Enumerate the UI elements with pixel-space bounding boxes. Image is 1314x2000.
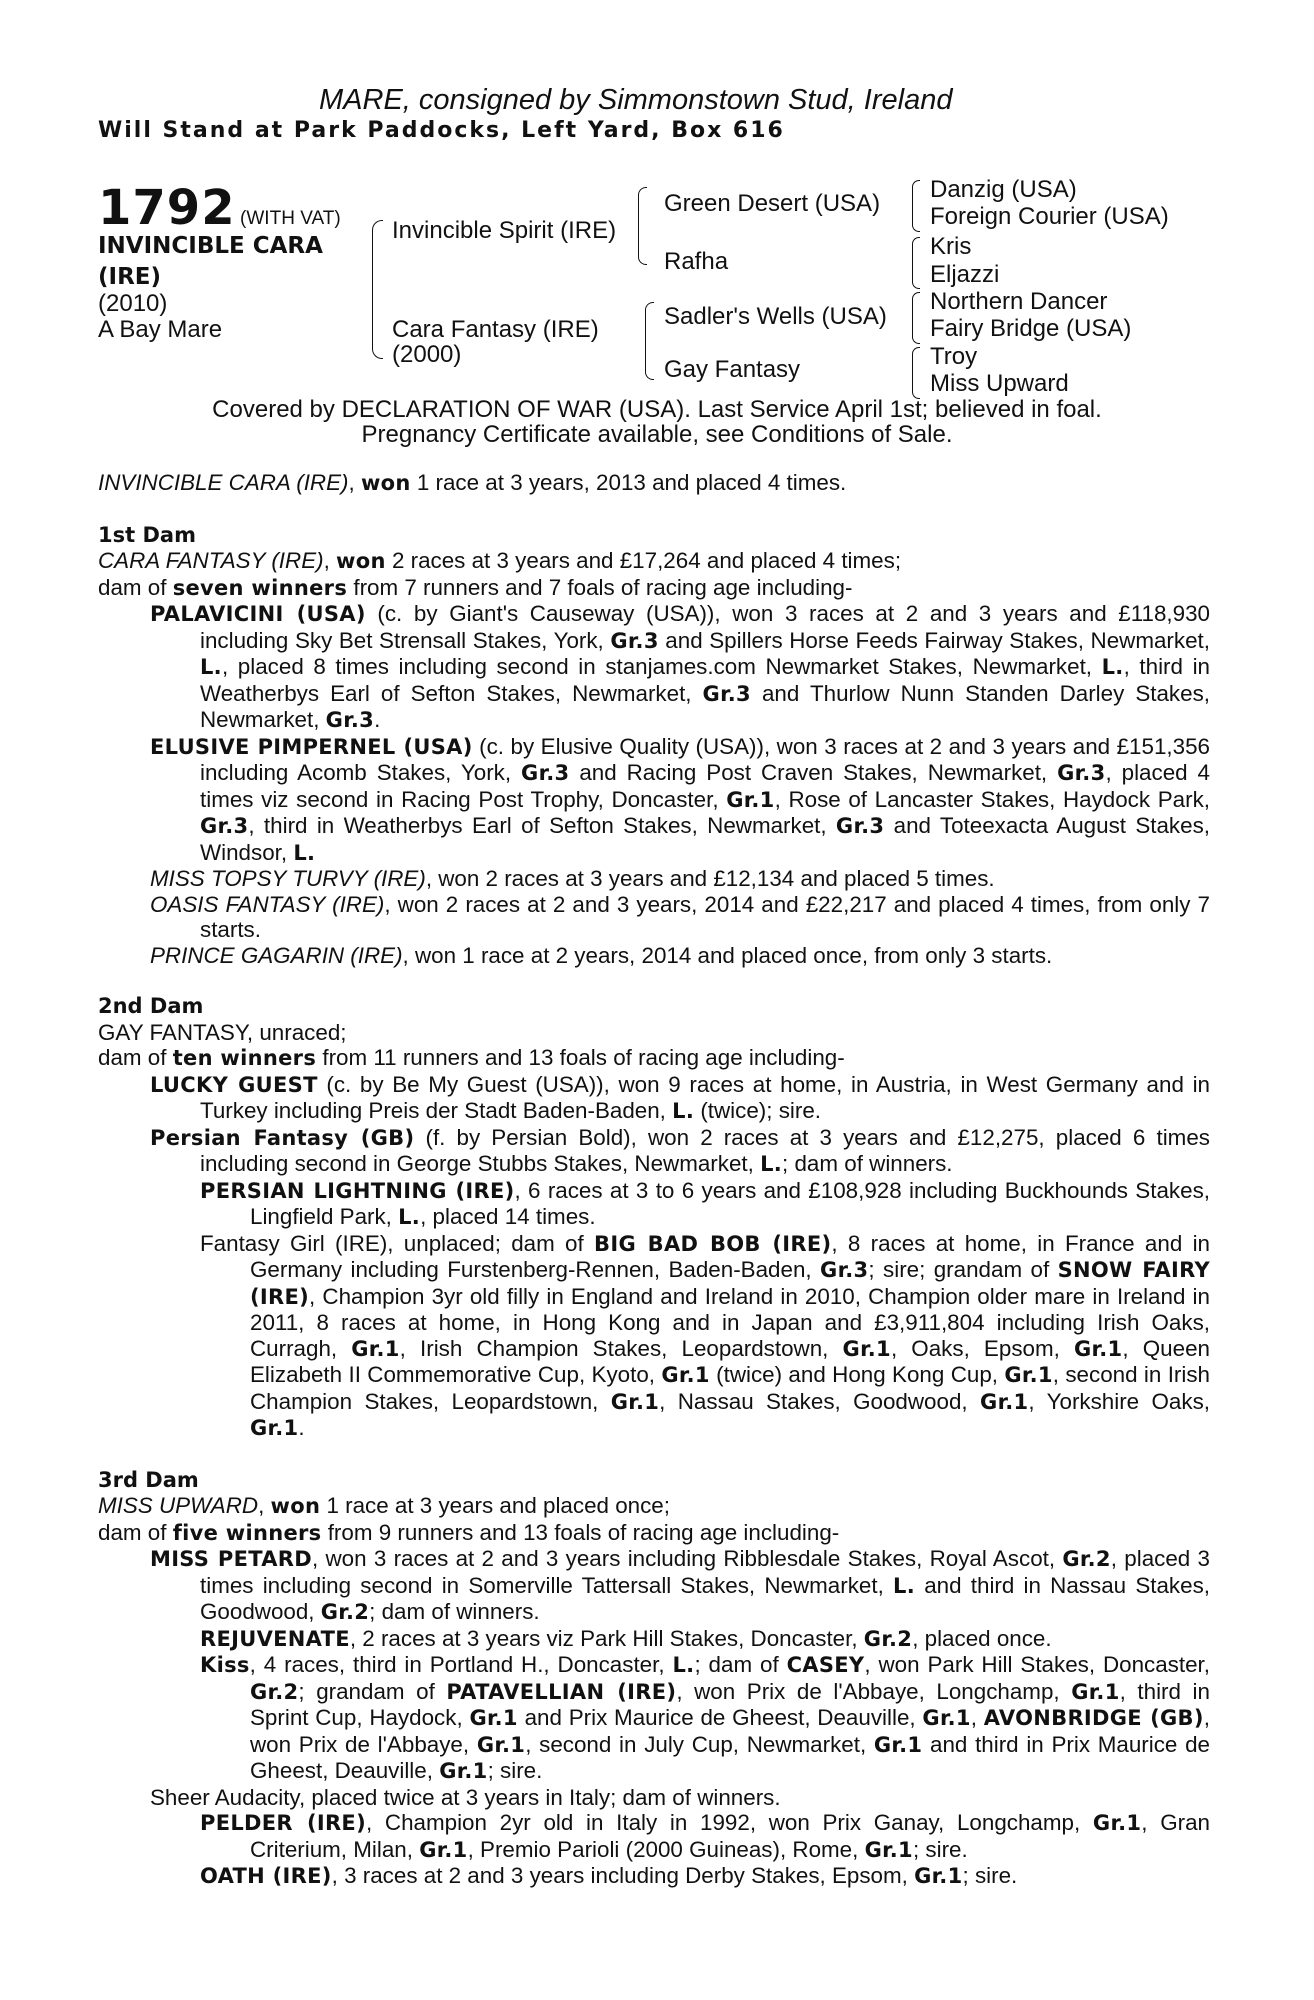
catalogue-body <box>98 470 1210 1890</box>
vat-note: (WITH VAT) <box>240 208 341 229</box>
dam1-heading: 1st Dam <box>98 522 196 547</box>
dam3-heading: 3rd Dam <box>98 1467 199 1492</box>
progeny-entry: ELUSIVE PIMPERNEL (USA) (c. by Elusive Quality (USA)), won 3 races at 2 and 3 years and £151,356 including Acomb Stakes, York, Gr.3 and Racing Post Craven Stakes, Newmarket, Gr.3, placed 4 times viz second in Racing Post Trophy, Doncaster, Gr.1, Rose of Lancaster Stakes, Haydock Park, Gr.3, third in Weatherbys Earl of Sefton Stakes, Newmarket, Gr.3 and Toteexacta August Stakes, Windsor, L. <box>150 733 1210 865</box>
progeny-entry: LUCKY GUEST (c. by Be My Guest (USA)), won 9 races at home, in Austria, in West Germany and in Turkey including Preis der Stadt Baden-Baden, L. (twice); sire. <box>150 1071 1210 1123</box>
pedigree-sds: Kris <box>930 233 972 260</box>
pedigree-dam: Cara Fantasy (IRE) <box>392 316 599 343</box>
progeny-entry: MISS TOPSY TURVY (IRE), won 2 races at 3 years and £12,134 and placed 5 times. <box>150 866 995 891</box>
stand-location: Will Stand at Park Paddocks, Left Yard, Box 616 <box>98 118 785 143</box>
pedigree-dam-year: (2000) <box>392 341 462 368</box>
progeny-entry: Sheer Audacity, placed twice at 3 years in Italy; dam of winners. <box>150 1784 781 1810</box>
summary-line: INVINCIBLE CARA (IRE), won 1 race at 3 years, 2013 and placed 4 times. <box>98 470 847 495</box>
pedigree-dsd: Fairy Bridge (USA) <box>930 315 1132 342</box>
pedigree-ssd: Foreign Courier (USA) <box>930 203 1169 230</box>
horse-description: A Bay Mare <box>98 316 223 343</box>
progeny-entry: Persian Fantasy (GB) (f. by Persian Bold), won 2 races at 3 years and £12,275, placed 6 times including second in George Stubbs Stakes, Newmarket, L.; dam of winners. <box>150 1124 1210 1176</box>
horse-name-country: (IRE) <box>98 264 162 290</box>
dam1-intro: CARA FANTASY (IRE), won 2 races at 3 years and £17,264 and placed 4 times; <box>98 548 902 573</box>
grandprogeny-entry: Kiss, 4 races, third in Portland H., Doncaster, L.; dam of CASEY, won Park Hill Stakes, Doncaster, Gr.2; grandam of PATAVELLIAN (IRE), won Prix de l'Abbaye, Longchamp, Gr.1, third in Sprint Cup, Haydock, Gr.1 and Prix Maurice de Gheest, Deauville, Gr.1, AVONBRIDGE (GB), won Prix de l'Abbaye, Gr.1, second in July Cup, Newmarket, Gr.1 and third in Prix Maurice de Gheest, Deauville, Gr.1; sire. <box>200 1652 1210 1783</box>
pedigree-sdd: Eljazzi <box>930 261 1000 288</box>
grandprogeny-entry: PERSIAN LIGHTNING (IRE), 6 races at 3 to 6 years and £108,928 including Buckhounds Stakes, Lingfield Park, L., placed 14 times. <box>200 1177 1210 1229</box>
pedigree-sss: Danzig (USA) <box>930 176 1077 203</box>
pedigree-brace-ss <box>912 180 920 232</box>
progeny-entry: MISS PETARD, won 3 races at 2 and 3 years including Ribblesdale Stakes, Royal Ascot, Gr.2, placed 3 times including second in Somerville Tattersall Stakes, Newmarket, L. and third in Nassau Stakes, Goodwood, Gr.2; dam of winners. <box>150 1546 1210 1624</box>
pedigree-dds: Troy <box>930 343 978 370</box>
progeny-entry: PALAVICINI (USA) (c. by Giant's Causeway (USA)), won 3 races at 2 and 3 years and £118,930 including Sky Bet Strensall Stakes, York, Gr.3 and Spillers Horse Feeds Fairway Stakes, Newmarket, L., placed 8 times including second in stanjames.com Newmarket Stakes, Newmarket, L., third in Weatherbys Earl of Sefton Stakes, Newmarket, Gr.3 and Thurlow Nunn Standen Darley Stakes, Newmarket, Gr.3. <box>150 601 1211 732</box>
pedigree-sire: Invincible Spirit (IRE) <box>392 217 617 244</box>
lot-block <box>98 180 341 236</box>
pregnancy-line: Pregnancy Certificate available, see Conditions of Sale. <box>361 421 953 448</box>
pedigree-ddd: Miss Upward <box>930 370 1069 397</box>
pedigree-dss: Northern Dancer <box>930 288 1108 315</box>
pedigree-dam-dam: Gay Fantasy <box>664 356 801 383</box>
pedigree-sire-dam: Rafha <box>664 248 729 275</box>
pedigree-sire-sire: Green Desert (USA) <box>664 190 881 217</box>
grandprogeny-entry: REJUVENATE, 2 races at 3 years viz Park Hill Stakes, Doncaster, Gr.2, placed once. <box>200 1625 1052 1651</box>
progeny-entry: OASIS FANTASY (IRE), won 2 races at 2 and 3 years, 2014 and £22,217 and placed 4 times, from only 7 starts. <box>150 891 1210 942</box>
pedigree-dam-sire: Sadler's Wells (USA) <box>664 303 887 330</box>
dam1-damof: dam of seven winners from 7 runners and 7 foals of racing age including- <box>98 574 853 600</box>
dam3-damof: dam of five winners from 9 runners and 13 foals of racing age including- <box>98 1519 840 1545</box>
pedigree-brace-sd <box>912 237 920 289</box>
foaling-year: (2010) <box>98 290 168 317</box>
pedigree-brace-main <box>372 220 383 359</box>
dam2-intro: GAY FANTASY, unraced; <box>98 1019 347 1045</box>
progeny-entry: PRINCE GAGARIN (IRE), won 1 race at 2 years, 2014 and placed once, from only 3 starts. <box>150 942 1053 968</box>
dam2-heading: 2nd Dam <box>98 994 204 1018</box>
horse-name: INVINCIBLE CARA <box>98 233 323 259</box>
grandprogeny-entry: OATH (IRE), 3 races at 2 and 3 years including Derby Stakes, Epsom, Gr.1; sire. <box>200 1863 1018 1888</box>
pedigree-brace-sire <box>638 187 647 265</box>
lot-number: 1792 <box>98 180 236 236</box>
covered-line: Covered by DECLARATION OF WAR (USA). Last Service April 1st; believed in foal. <box>212 396 1102 423</box>
pedigree-brace-ds <box>912 292 920 344</box>
grandprogeny-entry: Fantasy Girl (IRE), unplaced; dam of BIG BAD BOB (IRE), 8 races at home, in France and in Germany including Furstenberg-Rennen, Baden-Baden, Gr.3; sire; grandam of SNOW FAIRY (IRE), Champion 3yr old filly in England and Ireland in 2010, Champion older mare in Ireland in 2011, 8 races at home, in Hong Kong and in Japan and £3,911,804 including Irish Oaks, Curragh, Gr.1, Irish Champion Stakes, Leopardstown, Gr.1, Oaks, Epsom, Gr.1, Queen Elizabeth II Commemorative Cup, Kyoto, Gr.1 (twice) and Hong Kong Cup, Gr.1, second in Irish Champion Stakes, Leopardstown, Gr.1, Nassau Stakes, Goodwood, Gr.1, Yorkshire Oaks, Gr.1. <box>200 1230 1211 1440</box>
pedigree-brace-dam <box>645 302 654 380</box>
pedigree-brace-dd <box>912 347 920 399</box>
grandprogeny-entry: PELDER (IRE), Champion 2yr old in Italy in 1992, won Prix Ganay, Longchamp, Gr.1, Gran Criterium, Milan, Gr.1, Premio Parioli (2000 Guineas), Rome, Gr.1; sire. <box>200 1810 1210 1862</box>
dam2-damof: dam of ten winners from 11 runners and 13 foals of racing age including- <box>98 1045 845 1070</box>
consignor-line: MARE, consigned by Simmonstown Stud, Ireland <box>319 84 953 116</box>
dam3-intro: MISS UPWARD, won 1 race at 3 years and placed once; <box>98 1493 670 1518</box>
